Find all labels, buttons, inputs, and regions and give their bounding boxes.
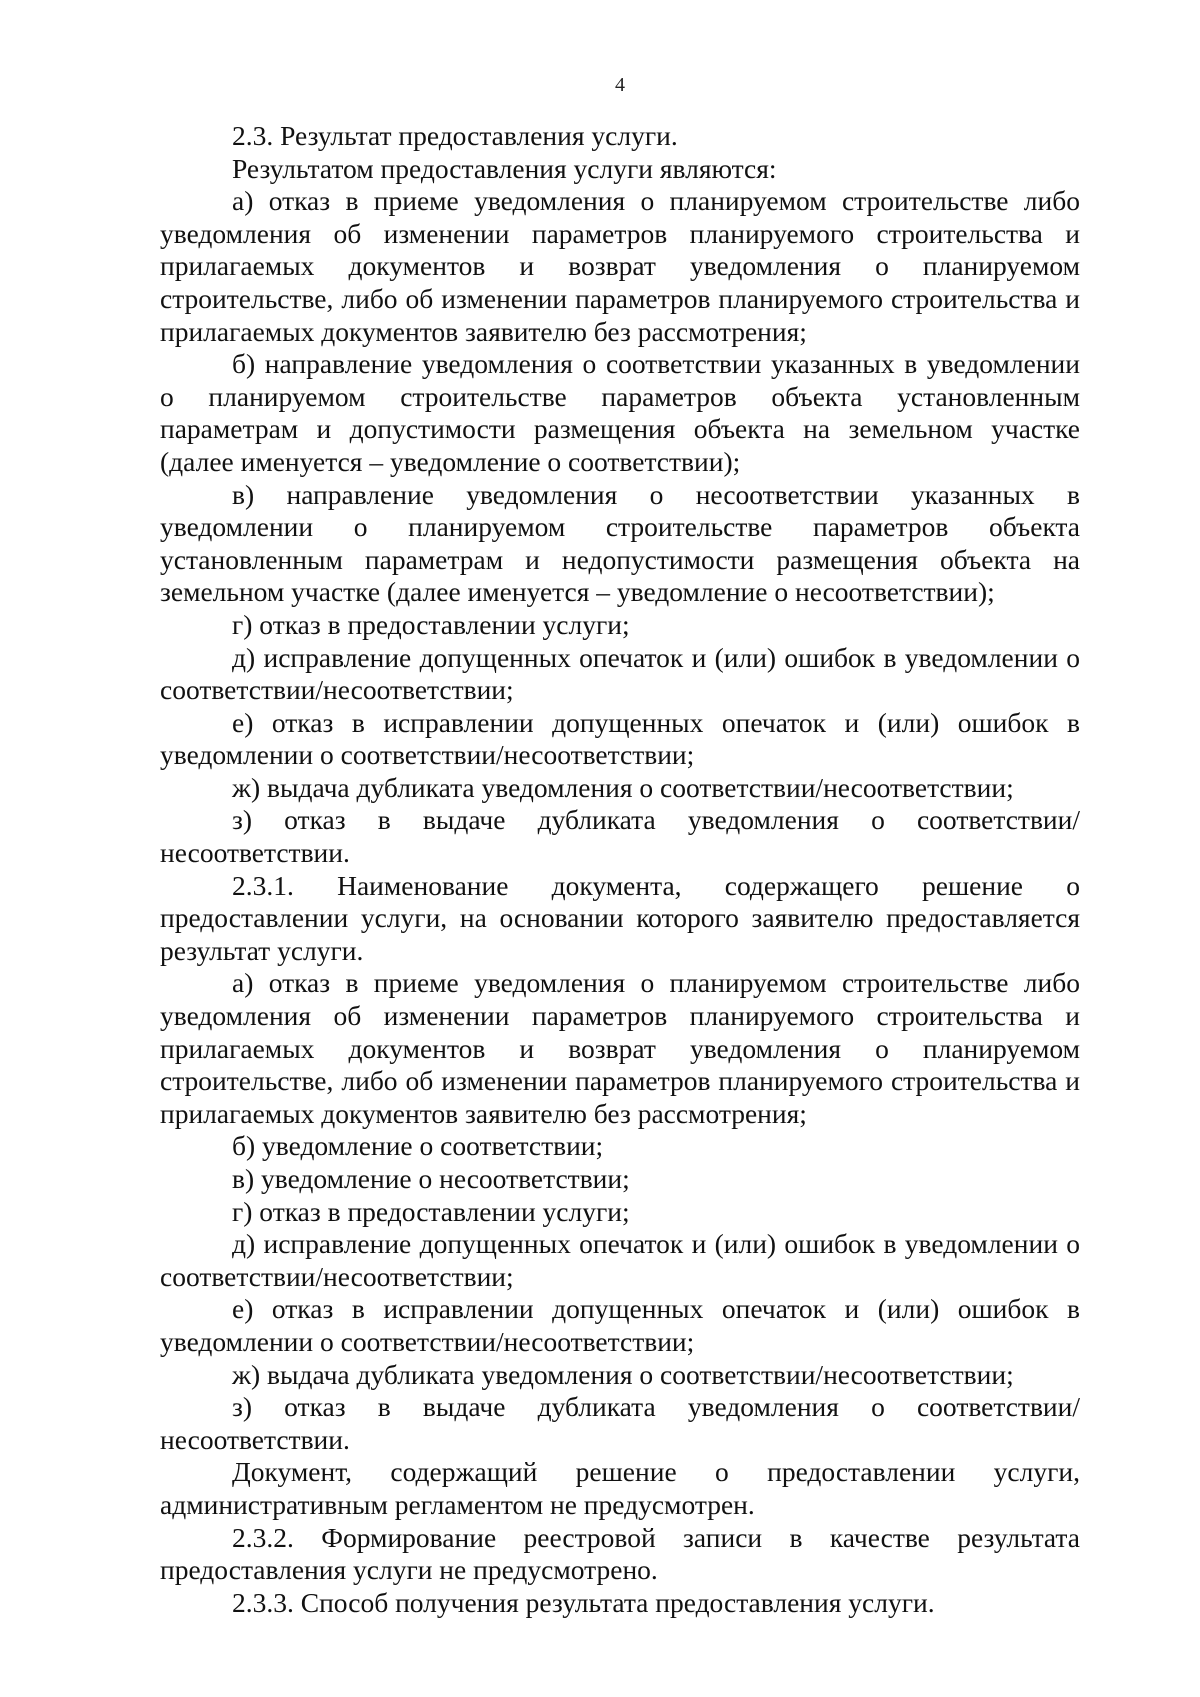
section-heading-2-3-3: 2.3.3. Способ получения результата предоставления услуги. [232,1586,935,1618]
list-item-zh: ж) выдача дубликата уведомления о соответствии/несоответствии; [232,1358,1014,1390]
list-item-b: б) направление уведомления о соответствии указанных в уведомлении о планируемом строительстве параметров объекта установленным параметрам и допустимости размещения объекта на земельном участке (далее именуется – уведомление о соответствии); [160,348,1080,477]
list-item-b: б) уведомление о соответствии; [232,1130,604,1162]
list-item-v: в) направление уведомления о несоответствии указанных в уведомлении о планируемом строительстве параметров объекта установленным параметрам и недопустимости размещения объекта на земельном участке (далее именуется – уведомление о несоответствии); [160,478,1080,608]
paragraph: Результатом предоставления услуги являются: [232,152,777,184]
list-item-e: е) отказ в исправлении допущенных опечаток и (или) ошибок в уведомлении о соответствии/несоответствии; [160,706,1080,771]
section-heading-2-3-1: 2.3.1. Наименование документа, содержащего решение о предоставлении услуги, на основании которого заявителю предоставляется результат услуги. [160,869,1080,966]
list-item-z: з) отказ в выдаче дубликата уведомления о соответствии/несоответствии. [160,1391,1080,1455]
page-number: 4 [615,74,625,96]
list-item-g: г) отказ в предоставлении услуги; [232,608,630,640]
list-item-g: г) отказ в предоставлении услуги; [232,1195,630,1227]
section-heading-2-3-2: 2.3.2. Формирование реестровой записи в качестве результата предоставления услуги не предусмотрено. [160,1521,1080,1586]
list-item-d: д) исправление допущенных опечаток и (или) ошибок в уведомлении о соответствии/несоответствии; [160,641,1080,706]
list-item-z: з) отказ в выдаче дубликата уведомления о соответствии/несоответствии. [160,804,1080,869]
document-body [160,120,1080,1619]
list-item-a: а) отказ в приеме уведомления о планируемом строительстве либо уведомления об изменении параметров планируемого строительства и прилагаемых документов и возврат уведомления о планируемом строительстве, либо об изменении параметров планируемого строительства и прилагаемых документов заявителю без рассмотрения; [160,185,1080,347]
section-heading-2-3: 2.3. Результат предоставления услуги. [232,120,678,151]
list-item-v: в) уведомление о несоответствии; [232,1163,630,1194]
list-item-zh: ж) выдача дубликата уведомления о соответствии/несоответствии; [232,771,1014,803]
list-item-a: а) отказ в приеме уведомления о планируемом строительстве либо уведомления об изменении параметров планируемого строительства и прилагаемых документов и возврат уведомления о планируемом строительстве, либо об изменении параметров планируемого строительства и прилагаемых документов заявителю без рассмотрения; [160,967,1080,1129]
list-item-e: е) отказ в исправлении допущенных опечаток и (или) ошибок в уведомлении о соответствии/несоответствии; [160,1293,1080,1357]
list-item-d: д) исправление допущенных опечаток и (или) ошибок в уведомлении о соответствии/несоответствии; [160,1228,1080,1292]
paragraph: Документ, содержащий решение о предоставлении услуги, административным регламентом не предусмотрен. [160,1456,1080,1520]
